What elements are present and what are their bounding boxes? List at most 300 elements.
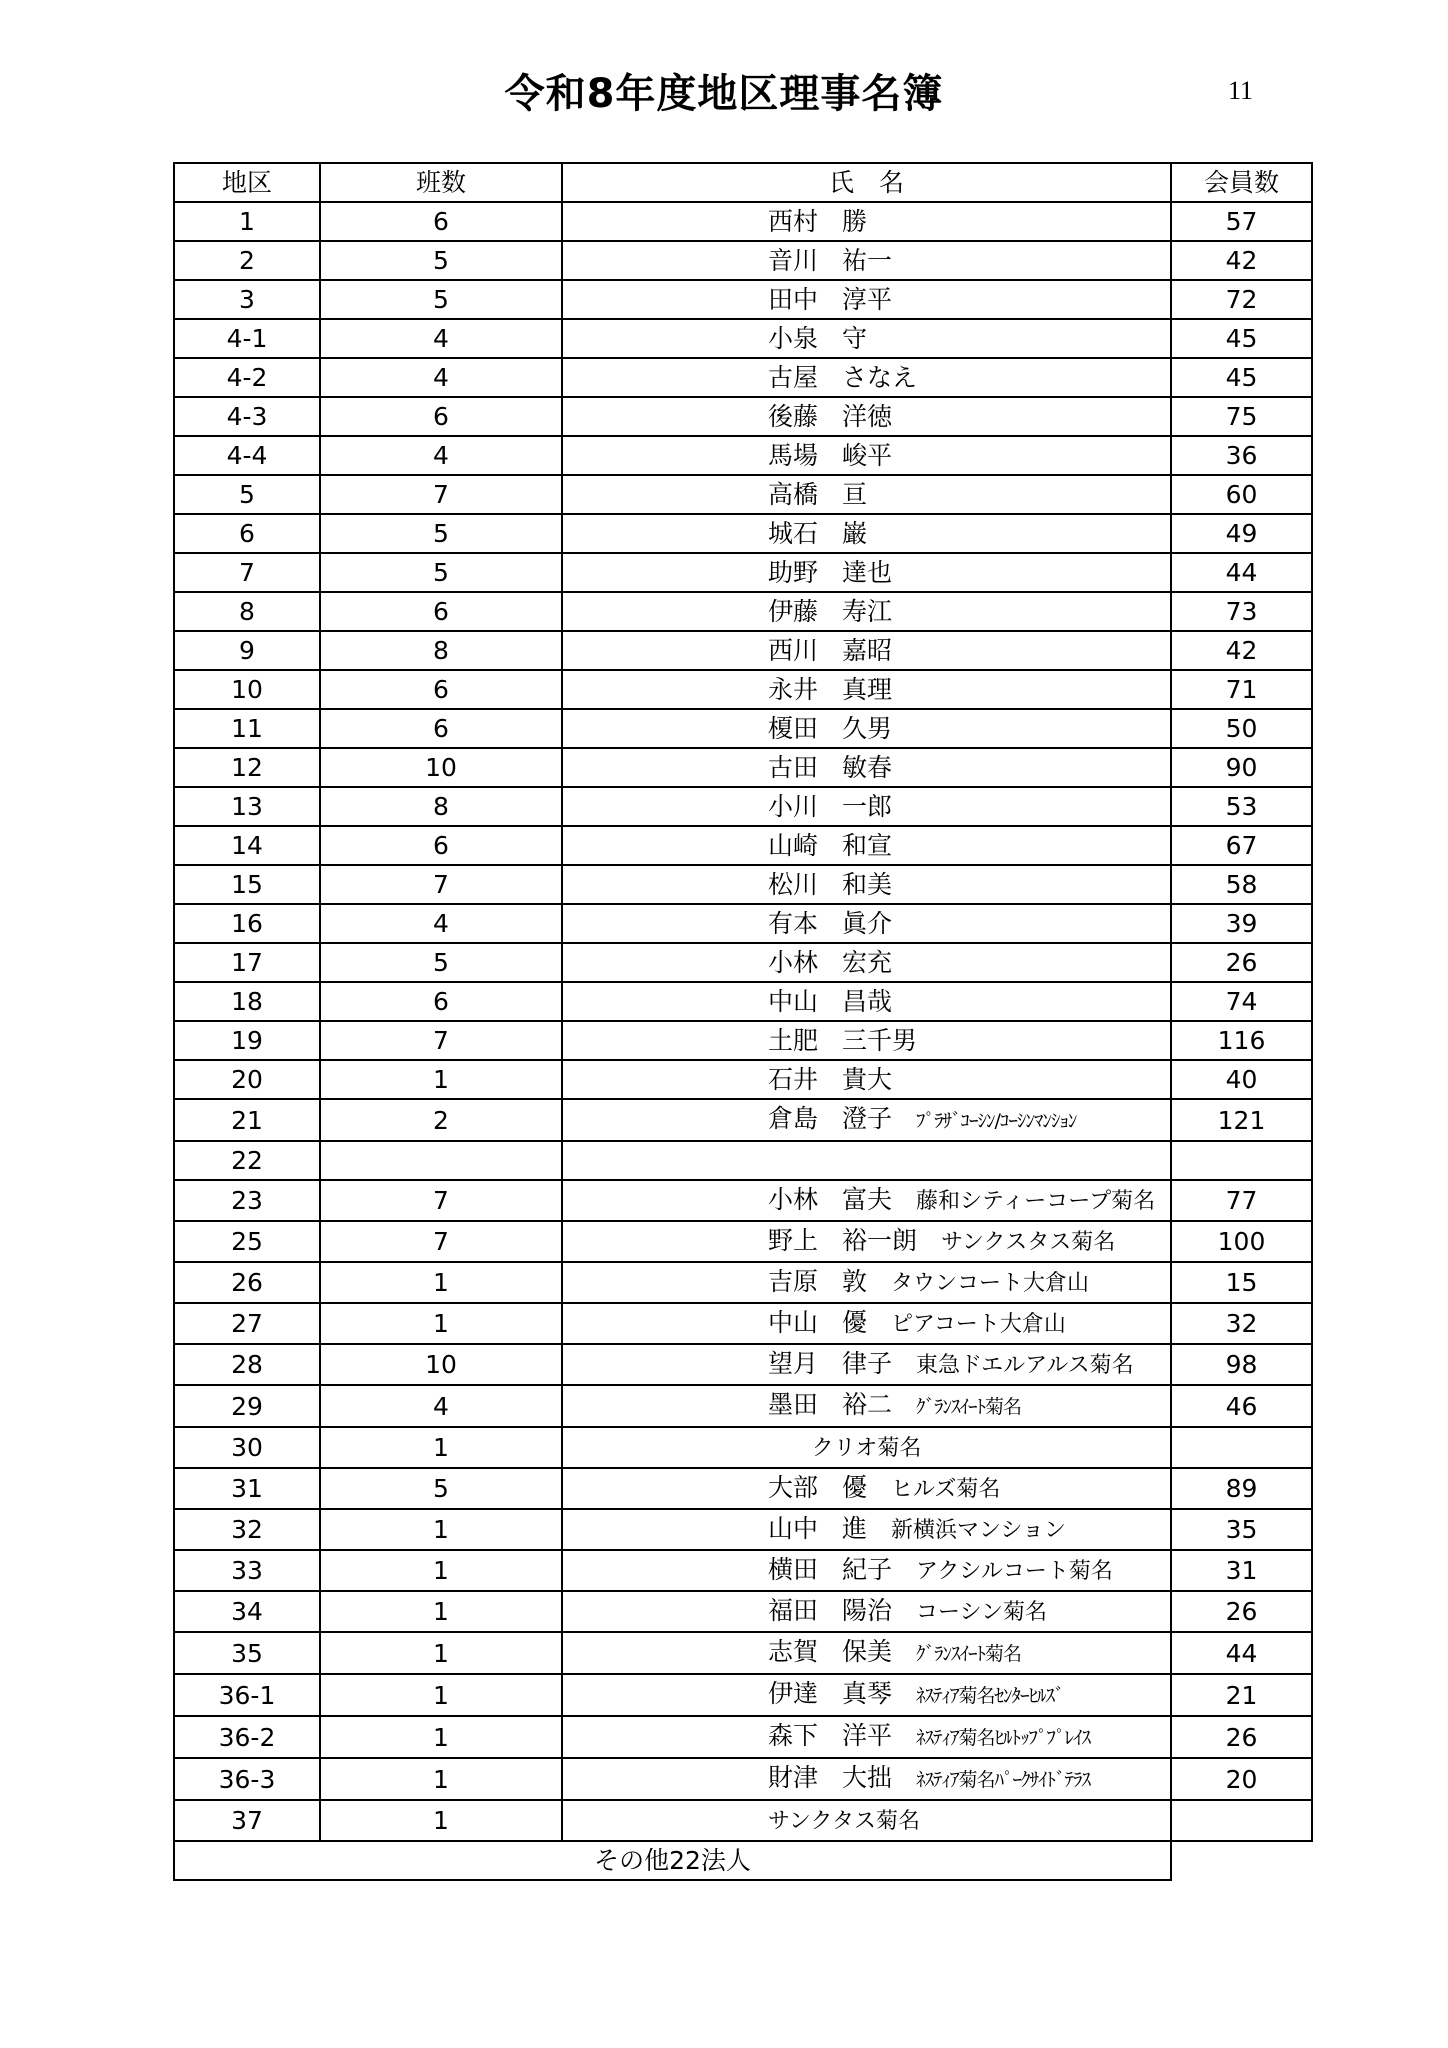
given-name: 洋徳: [842, 402, 893, 431]
table-row: [174, 514, 1312, 553]
name-cell: [562, 241, 1171, 280]
surname: 伊藤: [768, 597, 819, 626]
members-cell: 40: [1171, 1060, 1312, 1099]
district-cell: 6: [174, 514, 320, 553]
district-cell: 11: [174, 709, 320, 748]
given-name: 峻平: [842, 441, 893, 470]
name-cell: [562, 865, 1171, 904]
table-row: [174, 1303, 1312, 1344]
given-name: 貴大: [842, 1065, 893, 1094]
district-cell: 30: [174, 1427, 320, 1468]
district-cell: 4-3: [174, 397, 320, 436]
table-row: [174, 1180, 1312, 1221]
surname: 山中: [768, 1514, 819, 1543]
surname: 小林: [768, 1185, 819, 1214]
surname: 中山: [768, 987, 819, 1016]
building-note: コーシン菊名: [916, 1600, 1048, 1625]
surname: 大部: [768, 1473, 819, 1502]
groups-cell: 7: [320, 865, 562, 904]
given-name: 守: [842, 324, 868, 353]
district-cell: 12: [174, 748, 320, 787]
members-cell: 21: [1171, 1674, 1312, 1716]
building-note: ヒルズ菊名: [891, 1477, 1001, 1502]
table-row: [174, 1021, 1312, 1060]
table-row: [174, 436, 1312, 475]
given-name: 昌哉: [842, 987, 893, 1016]
building-note: アクシルコート菊名: [916, 1559, 1113, 1584]
surname: 墨田: [768, 1390, 819, 1419]
members-cell: 35: [1171, 1509, 1312, 1550]
district-cell: 35: [174, 1632, 320, 1674]
groups-cell: 4: [320, 436, 562, 475]
name-cell: [562, 670, 1171, 709]
table-row: [174, 319, 1312, 358]
surname: 古屋: [768, 363, 819, 392]
members-cell: 46: [1171, 1385, 1312, 1427]
table-row: [174, 670, 1312, 709]
name-cell: [562, 1141, 1171, 1180]
members-cell: 39: [1171, 904, 1312, 943]
table-row: [174, 280, 1312, 319]
table-row: [174, 826, 1312, 865]
table-row: [174, 1385, 1312, 1427]
column-header-name: 氏 名: [562, 163, 1171, 202]
district-cell: 17: [174, 943, 320, 982]
groups-cell: 4: [320, 319, 562, 358]
groups-cell: 1: [320, 1262, 562, 1303]
given-name: 嘉昭: [842, 636, 893, 665]
column-header-members: 会員数: [1171, 163, 1312, 202]
name-cell: [562, 592, 1171, 631]
roster-table: [173, 162, 1313, 1881]
surname: 中山: [768, 1308, 819, 1337]
groups-cell: 10: [320, 748, 562, 787]
table-row: [174, 1758, 1312, 1800]
district-cell: 37: [174, 1800, 320, 1841]
district-cell: 36-1: [174, 1674, 320, 1716]
name-cell: [562, 319, 1171, 358]
given-name: 和美: [842, 870, 893, 899]
surname: 財津: [768, 1763, 819, 1792]
surname: 城石: [768, 519, 819, 548]
groups-cell: 6: [320, 982, 562, 1021]
name-cell: [562, 475, 1171, 514]
surname: 松川: [768, 870, 819, 899]
surname: 小泉: [768, 324, 819, 353]
name-cell: [562, 709, 1171, 748]
building-note: ﾈｽﾃｨｱ菊名ﾊﾟｰｸｻｲﾄﾞﾃﾗｽ: [916, 1769, 1091, 1791]
members-cell: 116: [1171, 1021, 1312, 1060]
surname: 石井: [768, 1065, 819, 1094]
members-cell: 26: [1171, 1716, 1312, 1758]
groups-cell: 5: [320, 553, 562, 592]
district-cell: 1: [174, 202, 320, 241]
column-header-groups: 班数: [320, 163, 562, 202]
district-cell: 19: [174, 1021, 320, 1060]
given-name: 富夫: [842, 1185, 893, 1214]
members-cell: 42: [1171, 631, 1312, 670]
given-name: 紀子: [842, 1555, 893, 1584]
groups-cell: 1: [320, 1303, 562, 1344]
table-row: [174, 1716, 1312, 1758]
members-cell: 26: [1171, 943, 1312, 982]
name-cell: [562, 514, 1171, 553]
groups-cell: 1: [320, 1427, 562, 1468]
groups-cell: 1: [320, 1800, 562, 1841]
surname: 田中: [768, 285, 819, 314]
building-note: ｸﾞﾗﾝｽｲｰﾄ菊名: [916, 1396, 1022, 1418]
name-cell: [562, 1716, 1171, 1758]
members-cell: [1171, 1427, 1312, 1468]
groups-cell: 5: [320, 241, 562, 280]
given-name: 律子: [842, 1349, 893, 1378]
surname: 古田: [768, 753, 819, 782]
building-note: ﾈｽﾃｨｱ菊名ｾﾝﾀｰﾋﾙｽﾞ: [916, 1685, 1064, 1707]
district-cell: 15: [174, 865, 320, 904]
surname: 吉原: [768, 1267, 819, 1296]
given-name: 勝: [842, 207, 868, 236]
surname: 倉島: [768, 1104, 819, 1133]
district-cell: 34: [174, 1591, 320, 1632]
name-cell: [562, 436, 1171, 475]
table-row: [174, 865, 1312, 904]
name-cell: [562, 397, 1171, 436]
members-cell: 26: [1171, 1591, 1312, 1632]
groups-cell: 6: [320, 202, 562, 241]
building-note: ｸﾞﾗﾝｽｲｰﾄ菊名: [916, 1643, 1022, 1665]
name-cell: [562, 1221, 1171, 1262]
groups-cell: 5: [320, 1468, 562, 1509]
footer-row: [174, 1841, 1312, 1880]
district-cell: 16: [174, 904, 320, 943]
given-name: 宏充: [842, 948, 893, 977]
district-cell: 3: [174, 280, 320, 319]
members-cell: 45: [1171, 319, 1312, 358]
groups-cell: 4: [320, 358, 562, 397]
members-cell: 72: [1171, 280, 1312, 319]
groups-cell: 1: [320, 1632, 562, 1674]
given-name: 巌: [842, 519, 868, 548]
surname: 望月: [768, 1349, 819, 1378]
name-cell: [562, 1427, 1171, 1468]
district-cell: 4-2: [174, 358, 320, 397]
members-cell: 74: [1171, 982, 1312, 1021]
name-cell: [562, 1344, 1171, 1385]
members-cell: 31: [1171, 1550, 1312, 1591]
groups-cell: 1: [320, 1591, 562, 1632]
surname: 馬場: [768, 441, 819, 470]
district-cell: 9: [174, 631, 320, 670]
table-row: [174, 787, 1312, 826]
given-name: 澄子: [842, 1104, 893, 1133]
table-row: [174, 397, 1312, 436]
table-row: [174, 943, 1312, 982]
table-row: [174, 358, 1312, 397]
district-cell: 13: [174, 787, 320, 826]
given-name: 久男: [842, 714, 893, 743]
groups-cell: 5: [320, 514, 562, 553]
given-name: 真琴: [842, 1679, 893, 1708]
given-name: 敏春: [842, 753, 893, 782]
groups-cell: 1: [320, 1674, 562, 1716]
groups-cell: 10: [320, 1344, 562, 1385]
name-cell: [562, 787, 1171, 826]
district-cell: 28: [174, 1344, 320, 1385]
name-cell: [562, 1385, 1171, 1427]
members-cell: 57: [1171, 202, 1312, 241]
members-cell: [1171, 1800, 1312, 1841]
district-cell: 27: [174, 1303, 320, 1344]
building-note: 藤和シティーコープ菊名: [916, 1189, 1156, 1214]
building-note: サンクタス菊名: [768, 1809, 921, 1834]
groups-cell: [320, 1141, 562, 1180]
name-cell: [562, 748, 1171, 787]
surname: 野上: [768, 1226, 819, 1255]
table-row: [174, 904, 1312, 943]
district-cell: 23: [174, 1180, 320, 1221]
given-name: 洋平: [842, 1721, 893, 1750]
table-row: [174, 475, 1312, 514]
district-cell: 10: [174, 670, 320, 709]
name-cell: [562, 1468, 1171, 1509]
given-name: 保美: [842, 1637, 893, 1666]
surname: 伊達: [768, 1679, 819, 1708]
district-cell: 4-1: [174, 319, 320, 358]
district-cell: 36-2: [174, 1716, 320, 1758]
name-cell: [562, 358, 1171, 397]
members-cell: 60: [1171, 475, 1312, 514]
members-cell: 98: [1171, 1344, 1312, 1385]
surname: 土肥: [768, 1026, 819, 1055]
groups-cell: 7: [320, 1180, 562, 1221]
given-name: 優: [842, 1473, 868, 1502]
table-row: [174, 241, 1312, 280]
name-cell: [562, 1591, 1171, 1632]
district-cell: 32: [174, 1509, 320, 1550]
members-cell: 58: [1171, 865, 1312, 904]
building-note: 新横浜マンション: [891, 1518, 1067, 1543]
groups-cell: 7: [320, 1021, 562, 1060]
groups-cell: 1: [320, 1758, 562, 1800]
building-note: ﾈｽﾃｨｱ菊名ﾋﾙﾄｯﾌﾟﾌﾟﾚｲｽ: [916, 1727, 1091, 1749]
members-cell: 49: [1171, 514, 1312, 553]
given-name: 亘: [842, 480, 868, 509]
surname: 小川: [768, 792, 819, 821]
given-name: 裕一朗: [842, 1226, 918, 1255]
district-cell: 33: [174, 1550, 320, 1591]
given-name: 裕二: [842, 1390, 893, 1419]
table-row: [174, 748, 1312, 787]
table-row: [174, 1550, 1312, 1591]
table-row: [174, 202, 1312, 241]
given-name: 一郎: [842, 792, 893, 821]
surname: 小林: [768, 948, 819, 977]
groups-cell: 1: [320, 1509, 562, 1550]
members-cell: 42: [1171, 241, 1312, 280]
building-note: クリオ菊名: [811, 1436, 922, 1461]
members-cell: 77: [1171, 1180, 1312, 1221]
name-cell: [562, 280, 1171, 319]
given-name: 眞介: [842, 909, 893, 938]
name-cell: [562, 1550, 1171, 1591]
given-name: 敦: [842, 1267, 868, 1296]
name-cell: [562, 553, 1171, 592]
district-cell: 25: [174, 1221, 320, 1262]
district-cell: 14: [174, 826, 320, 865]
given-name: 進: [842, 1514, 868, 1543]
groups-cell: 6: [320, 592, 562, 631]
members-cell: 100: [1171, 1221, 1312, 1262]
table-row: [174, 982, 1312, 1021]
surname: 山崎: [768, 831, 819, 860]
table-row: [174, 1221, 1312, 1262]
table-row: [174, 1674, 1312, 1716]
groups-cell: 7: [320, 1221, 562, 1262]
district-cell: 5: [174, 475, 320, 514]
members-cell: 121: [1171, 1099, 1312, 1141]
given-name: 和宣: [842, 831, 893, 860]
members-cell: [1171, 1141, 1312, 1180]
groups-cell: 8: [320, 787, 562, 826]
groups-cell: 6: [320, 709, 562, 748]
table-row: [174, 553, 1312, 592]
members-cell: 90: [1171, 748, 1312, 787]
members-cell: 89: [1171, 1468, 1312, 1509]
table-row: [174, 1060, 1312, 1099]
district-cell: 4-4: [174, 436, 320, 475]
name-cell: [562, 1262, 1171, 1303]
groups-cell: 1: [320, 1716, 562, 1758]
groups-cell: 6: [320, 397, 562, 436]
members-cell: 44: [1171, 553, 1312, 592]
groups-cell: 7: [320, 475, 562, 514]
name-cell: [562, 1758, 1171, 1800]
groups-cell: 4: [320, 1385, 562, 1427]
members-cell: 20: [1171, 1758, 1312, 1800]
members-cell: 73: [1171, 592, 1312, 631]
district-cell: 26: [174, 1262, 320, 1303]
surname: 助野: [768, 558, 819, 587]
members-cell: 75: [1171, 397, 1312, 436]
groups-cell: 2: [320, 1099, 562, 1141]
surname: 西村: [768, 207, 819, 236]
table-row: [174, 709, 1312, 748]
district-cell: 22: [174, 1141, 320, 1180]
table-row: [174, 1509, 1312, 1550]
name-cell: [562, 1632, 1171, 1674]
surname: 永井: [768, 675, 819, 704]
page-number: 11: [1228, 76, 1254, 105]
table-row: [174, 1141, 1312, 1180]
groups-cell: 5: [320, 943, 562, 982]
footer-note: その他22法人: [174, 1841, 1171, 1880]
district-cell: 20: [174, 1060, 320, 1099]
name-cell: [562, 1800, 1171, 1841]
table-row: [174, 1427, 1312, 1468]
groups-cell: 1: [320, 1060, 562, 1099]
members-cell: 71: [1171, 670, 1312, 709]
building-note: サンクスタス菊名: [941, 1230, 1116, 1255]
groups-cell: 6: [320, 826, 562, 865]
members-cell: 15: [1171, 1262, 1312, 1303]
surname: 音川: [768, 246, 819, 275]
header-row: [174, 163, 1312, 202]
name-cell: [562, 1021, 1171, 1060]
given-name: 三千男: [842, 1026, 918, 1055]
given-name: 真理: [842, 675, 893, 704]
name-cell: [562, 943, 1171, 982]
table-row: [174, 1262, 1312, 1303]
groups-cell: 1: [320, 1550, 562, 1591]
groups-cell: 5: [320, 280, 562, 319]
members-cell: 45: [1171, 358, 1312, 397]
given-name: さなえ: [842, 363, 918, 392]
surname: 高橋: [768, 480, 819, 509]
district-cell: 2: [174, 241, 320, 280]
column-header-district: 地区: [174, 163, 320, 202]
surname: 有本: [768, 909, 819, 938]
name-cell: [562, 982, 1171, 1021]
groups-cell: 4: [320, 904, 562, 943]
district-cell: 36-3: [174, 1758, 320, 1800]
table-row: [174, 1344, 1312, 1385]
given-name: 祐一: [842, 246, 893, 275]
building-note: 東急ドエルアルス菊名: [916, 1353, 1134, 1378]
members-cell: 53: [1171, 787, 1312, 826]
name-cell: [562, 904, 1171, 943]
table-row: [174, 1099, 1312, 1141]
members-cell: 44: [1171, 1632, 1312, 1674]
surname: 榎田: [768, 714, 819, 743]
district-cell: 29: [174, 1385, 320, 1427]
district-cell: 18: [174, 982, 320, 1021]
name-cell: [562, 1060, 1171, 1099]
name-cell: [562, 1180, 1171, 1221]
name-cell: [562, 631, 1171, 670]
building-note: ピアコート大倉山: [891, 1312, 1066, 1337]
given-name: 達也: [842, 558, 893, 587]
surname: 森下: [768, 1721, 819, 1750]
name-cell: [562, 1509, 1171, 1550]
surname: 横田: [768, 1555, 819, 1584]
members-cell: 67: [1171, 826, 1312, 865]
surname: 福田: [768, 1596, 819, 1625]
given-name: 陽治: [842, 1596, 893, 1625]
surname: 後藤: [768, 402, 819, 431]
groups-cell: 6: [320, 670, 562, 709]
members-cell: 32: [1171, 1303, 1312, 1344]
table-row: [174, 1632, 1312, 1674]
name-cell: [562, 826, 1171, 865]
table-row: [174, 1800, 1312, 1841]
surname: 志賀: [768, 1637, 819, 1666]
given-name: 寿江: [842, 597, 893, 626]
surname: 西川: [768, 636, 819, 665]
groups-cell: 8: [320, 631, 562, 670]
table-row: [174, 1591, 1312, 1632]
given-name: 優: [842, 1308, 868, 1337]
name-cell: [562, 1099, 1171, 1141]
members-cell: 50: [1171, 709, 1312, 748]
members-cell: 36: [1171, 436, 1312, 475]
name-cell: [562, 1674, 1171, 1716]
district-cell: 21: [174, 1099, 320, 1141]
table-row: [174, 592, 1312, 631]
table-row: [174, 631, 1312, 670]
district-cell: 7: [174, 553, 320, 592]
page-title: 令和8年度地区理事名簿: [504, 71, 944, 117]
name-cell: [562, 202, 1171, 241]
